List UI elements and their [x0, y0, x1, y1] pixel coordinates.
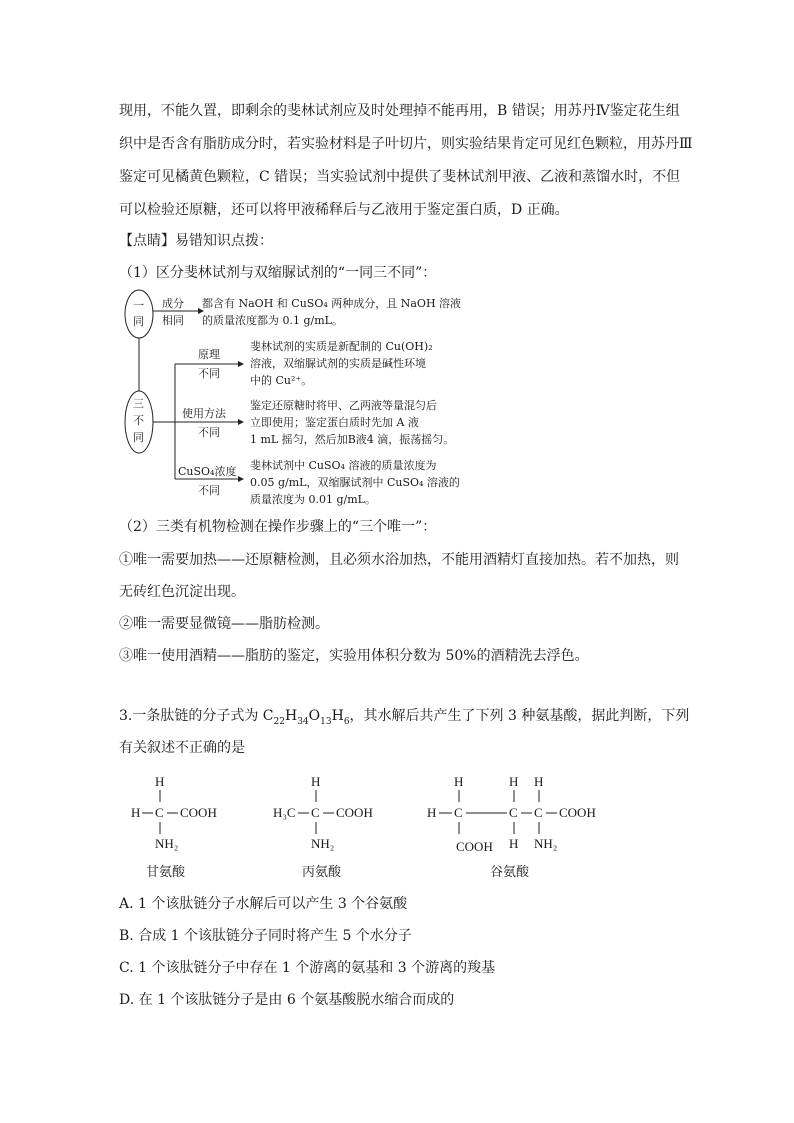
unique-3: ③唯一使用酒精——脂肪的鉴定，实验用体积分数为 50%的酒精洗去浮色。	[119, 648, 589, 664]
atom-label: COOH	[559, 805, 596, 820]
oval-top-char: 一	[133, 299, 144, 312]
branch2-text: 1 mL 摇匀，然后加B液4 滴，振荡摇匀。	[250, 433, 455, 446]
oval-bottom-char: 同	[133, 431, 144, 444]
oval-top-char: 同	[133, 315, 144, 328]
branch3-text: 斐林试剂中 CuSO₄ 溶液的质量浓度为	[250, 459, 437, 472]
atom-label: C	[155, 805, 164, 820]
oval-bottom-char: 不	[133, 414, 144, 427]
tip-heading: 【点睛】易错知识点拨：	[119, 233, 273, 249]
atom-label: COOH	[336, 805, 373, 820]
branch1-text: 溶液，双缩脲试剂的实质是碱性环境	[250, 357, 426, 370]
branch2-text: 鉴定还原糖时将甲、乙两液等量混匀后	[250, 399, 437, 412]
glycine-name: 甘氨酸	[146, 865, 186, 880]
structure-bonds	[120, 770, 620, 885]
branch2-label: 不同	[198, 426, 220, 439]
atom-label: C	[311, 805, 320, 820]
comparison-diagram	[120, 287, 490, 509]
branch2-text: 立即使用；鉴定蛋白质时先加 A 液	[250, 416, 419, 429]
option-c[interactable]: C. 1 个该肽链分子中存在 1 个游离的氨基和 3 个游离的羧基	[119, 960, 496, 976]
paragraph-line: 鉴定可见橘黄色颗粒，C 错误；当实验试剂中提供了斐林试剂甲液、乙液和蒸馏水时，不但	[119, 169, 681, 185]
atom-label: H	[311, 774, 321, 789]
atom-label: NH₂	[155, 836, 179, 851]
option-d[interactable]: D. 在 1 个该肽链分子是由 6 个氨基酸脱水缩合而成的	[119, 992, 455, 1008]
same-text: 的质量浓度都为 0.1 g/mL。	[202, 314, 343, 327]
paragraph-line: 现用，不能久置，即剩余的斐林试剂应及时处理掉不能再用，B 错误；用苏丹Ⅳ鉴定花生组	[119, 103, 680, 119]
item1-title: （1）区分斐林试剂与双缩脲试剂的“一同三不同”：	[119, 265, 437, 281]
atom-label: C	[454, 805, 463, 820]
atom-label: COOH	[456, 839, 493, 854]
branch3-text: 0.05 g/mL，双缩脲试剂中 CuSO₄ 溶液的	[250, 476, 460, 489]
option-b[interactable]: B. 合成 1 个该肽链分子同时将产生 5 个水分子	[119, 928, 412, 944]
branch3-text: 质量浓度为 0.01 g/mL。	[250, 493, 376, 506]
question-3-stem: 有关叙述不正确的是	[119, 740, 245, 756]
same-text: 都含有 NaOH 和 CuSO₄ 两种成分，且 NaOH 溶液	[202, 297, 462, 310]
atom-label: NH₂	[311, 836, 335, 851]
atom-label: H	[131, 805, 141, 820]
atom-label: H	[509, 836, 519, 851]
unique-1-line: ①唯一需要加热——还原糖检测，且必须水浴加热，不能用酒精灯直接加热。若不加热，则	[119, 552, 679, 568]
paragraph-line: 可以检验还原糖，还可以将甲液稀释后与乙液用于鉴定蛋白质，D 正确。	[119, 202, 569, 218]
atom-label: NH₂	[534, 836, 558, 851]
alanine-name: 丙氨酸	[302, 865, 342, 880]
question-3-stem: 3.一条肽链的分子式为 $C_{22}H_{34}O_{13}H_6$，其水解后共产生了下列 3 种氨基酸，据此判断，下列	[119, 708, 690, 727]
atom-label: COOH	[180, 805, 217, 820]
branch1-label: 不同	[198, 367, 220, 380]
amino-acid-structures	[120, 770, 620, 885]
branch2-label: 使用方法	[182, 407, 226, 420]
branch3-label: 不同	[198, 484, 220, 497]
option-a[interactable]: A. 1 个该肽链分子水解后可以产生 3 个谷氨酸	[119, 896, 408, 912]
atom-label: H	[155, 774, 165, 789]
glutamate-name: 谷氨酸	[490, 865, 530, 880]
atom-label: C	[534, 805, 543, 820]
item2-title: （2）三类有机物检测在操作步骤上的“三个唯一”：	[119, 519, 437, 535]
unique-1-line: 无砖红色沉淀出现。	[119, 584, 245, 600]
atom-label: H₃C	[273, 805, 296, 820]
branch1-text: 中的 Cu²⁺。	[250, 374, 313, 387]
atom-label: C	[509, 805, 518, 820]
branch1-label: 原理	[198, 348, 220, 361]
atom-label: H	[509, 774, 519, 789]
unique-2: ②唯一需要显微镜——脂肪检测。	[119, 616, 329, 632]
oval-bottom-char: 三	[133, 397, 144, 410]
branch1-text: 斐林试剂的实质是新配制的 Cu(OH)₂	[250, 340, 433, 353]
atom-label: H	[534, 774, 544, 789]
branch3-label: CuSO₄浓度	[178, 465, 237, 478]
paragraph-line: 织中是否含有脂肪成分时，若实验材料是子叶切片，则实验结果肯定可见红色颗粒，用苏丹Ⅲ	[119, 136, 693, 152]
atom-label: H	[427, 805, 437, 820]
atom-label: H	[454, 774, 464, 789]
same-label: 相同	[162, 314, 184, 327]
same-label: 成分	[162, 297, 184, 310]
